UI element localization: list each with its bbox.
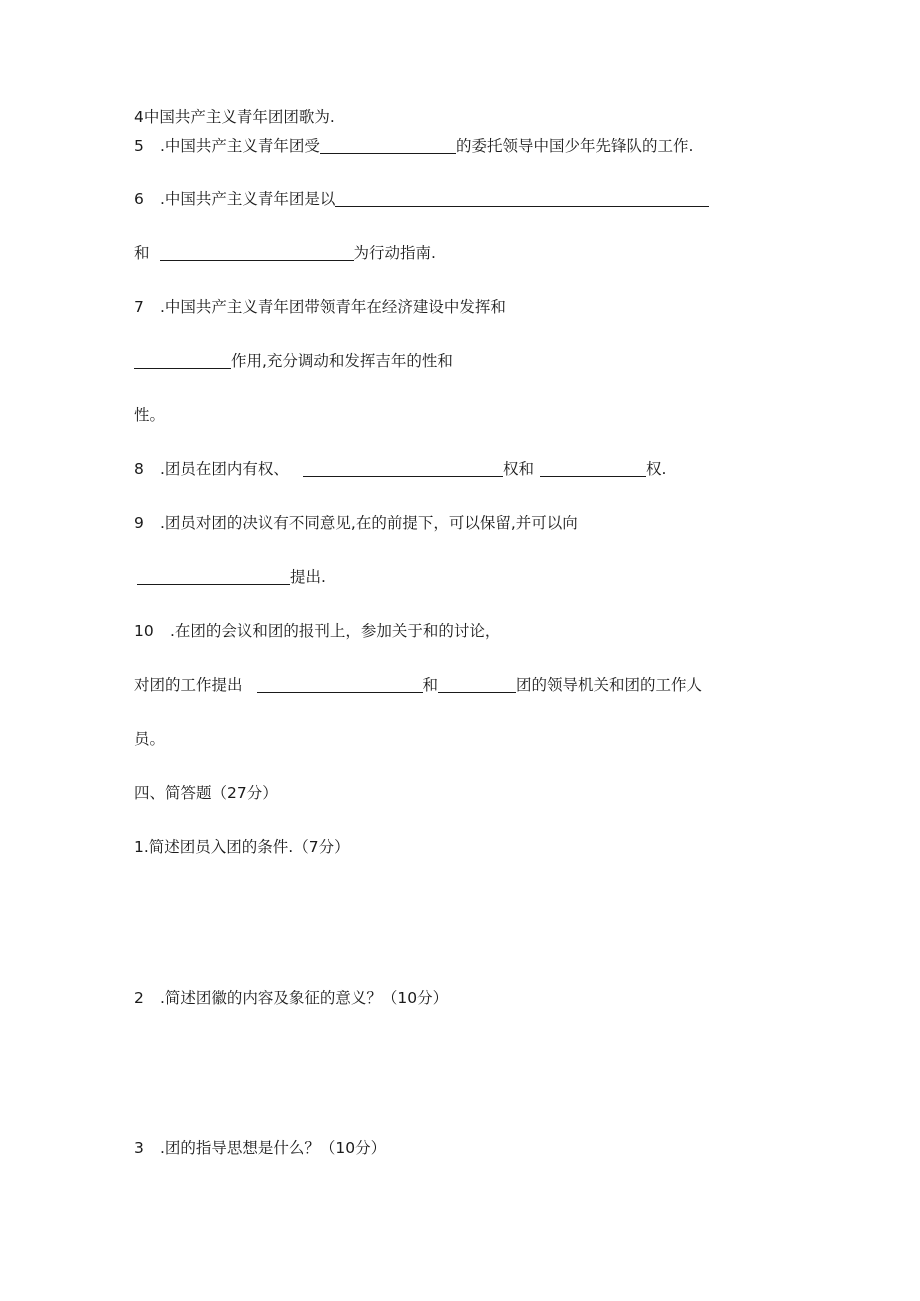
question-5-number: 5 — [134, 137, 144, 155]
question-8-number: 8 — [134, 460, 144, 478]
question-5-text-post: 的委托领导中国少年先锋队的工作. — [455, 137, 694, 155]
question-6-number: 6 — [134, 190, 144, 208]
answer-blank[interactable] — [303, 460, 503, 477]
answer-blank[interactable] — [160, 244, 354, 261]
question-7-number: 7 — [134, 298, 144, 316]
question-10-cont-pre: 对团的工作提出 — [134, 676, 243, 694]
question-6-continuation — [134, 243, 436, 263]
question-8-text-post: 权. — [645, 460, 667, 478]
question-9-text-pre: .团员对团的决议有不同意见,在的前提下，可以保留,并可以向 — [160, 514, 578, 532]
short-answer-3-text: .团的指导思想是什么？（10分） — [160, 1139, 387, 1157]
question-10-cont-mid: 和 — [422, 676, 439, 694]
answer-blank[interactable] — [438, 676, 516, 693]
short-answer-1-text: .简述团员入团的条件.（7分） — [143, 838, 350, 856]
short-answer-2-number: 2 — [134, 989, 144, 1007]
question-10-text-pre: .在团的会议和团的报刊上，参加关于和的讨论， — [170, 622, 501, 640]
section-title — [134, 783, 278, 803]
question-4 — [134, 107, 335, 127]
question-8-text-pre: .团员在团内有权、 — [160, 460, 289, 478]
question-8 — [134, 459, 666, 479]
question-6-cont-post: 为行动指南. — [353, 244, 436, 262]
question-8-text-mid: 权和 — [502, 460, 534, 478]
question-10-cont-post: 团的领导机关和团的工作人 — [516, 676, 703, 694]
question-5 — [134, 136, 693, 156]
question-7-continuation — [134, 351, 453, 371]
short-answer-2-text: .简述团徽的内容及象征的意义？（10分） — [160, 989, 449, 1007]
answer-blank[interactable] — [134, 352, 231, 369]
short-answer-3 — [134, 1138, 386, 1158]
question-10-continuation — [134, 675, 702, 695]
question-7 — [134, 297, 506, 317]
question-10 — [134, 621, 500, 641]
question-7-text-pre: .中国共产主义青年团带领青年在经济建设中发挥和 — [160, 298, 506, 316]
question-9-cont-post: 提出. — [290, 568, 326, 586]
short-answer-3-number: 3 — [134, 1139, 144, 1157]
question-10-cont2: 员。 — [134, 730, 166, 748]
question-9-continuation — [134, 567, 326, 587]
answer-blank[interactable] — [320, 137, 456, 154]
question-7-cont2: 性。 — [134, 406, 166, 424]
question-9 — [134, 513, 578, 533]
question-6-cont-pre: 和 — [134, 244, 150, 262]
question-10-number: 10 — [134, 622, 154, 640]
question-10-continuation-2 — [134, 729, 165, 749]
answer-blank[interactable] — [335, 190, 709, 207]
short-answer-1-number: 1 — [134, 838, 144, 856]
answer-blank[interactable] — [540, 460, 646, 477]
question-7-cont-post: 作用,充分调动和发挥吉年的性和 — [231, 352, 453, 370]
short-answer-2 — [134, 988, 448, 1008]
short-answer-1 — [134, 837, 350, 857]
question-9-number: 9 — [134, 514, 144, 532]
question-7-continuation-2 — [134, 405, 165, 425]
question-6-text-pre: .中国共产主义青年团是以 — [160, 190, 336, 208]
question-6 — [134, 189, 709, 209]
answer-blank[interactable] — [137, 568, 290, 585]
question-4-text: 4中国共产主义青年团团歌为. — [134, 108, 335, 126]
question-5-text-pre: .中国共产主义青年团受 — [160, 137, 320, 155]
answer-blank[interactable] — [257, 676, 423, 693]
section-4-title: 四、简答题（27分） — [134, 784, 278, 802]
